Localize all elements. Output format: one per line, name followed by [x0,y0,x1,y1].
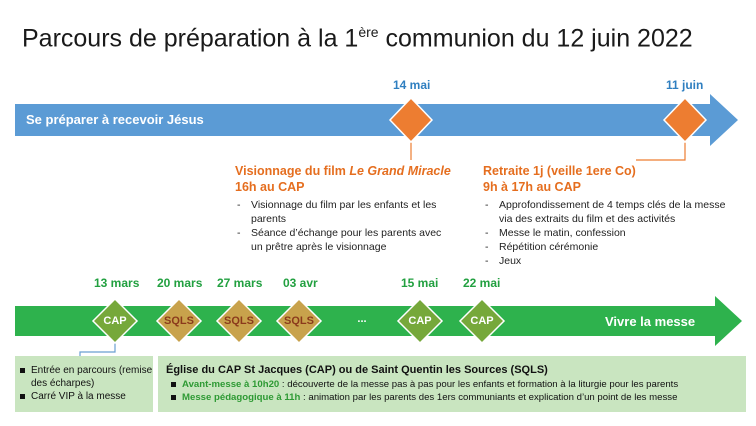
date-03-avr: 03 avr [283,276,318,290]
date-14-mai: 14 mai [393,78,431,92]
event-film-list [235,198,450,254]
list-item: Entrée en parcours (remise des écharpes) [15,364,153,390]
top-arrow-label: Se préparer à recevoir Jésus [26,112,204,127]
event-film-title: Visionnage du film Le Grand Miracle [235,164,451,178]
page-title: Parcours de préparation à la 1ère communion du 12 juin 2022 [22,24,693,53]
list-item: - Messe le matin, confession [483,226,738,240]
connector-line [636,138,685,160]
list-item: Avant-messe à 10h20 : découverte de la messe pas à pas pour les enfants et formation à la liturgie pour les parents [166,378,746,391]
list-item: Carré VIP à la messe [15,390,153,403]
list-item: - Jeux [483,254,738,268]
info-box-right-list [158,378,746,404]
info-box-left-list [15,364,153,403]
event-retraite-subtitle: 9h à 17h au CAP [483,180,581,194]
date-27-mars: 27 mars [217,276,263,290]
info-box-heading: Église du CAP St Jacques (CAP) ou de Saint Quentin les Sources (SQLS) [166,364,548,376]
info-box-right [158,356,746,412]
marker-sqls-label: SQLS [284,315,314,327]
ellipsis-label: ... [357,313,367,325]
date-20-mars: 20 mars [157,276,203,290]
list-item: - Approfondissement de 4 temps clés de la messe via des extraits du film et des activités [483,198,738,226]
marker-sqls-label: SQLS [224,315,254,327]
list-item: - Visionnage du film par les enfants et les parents [235,198,450,226]
event-film-subtitle: 16h au CAP [235,180,305,194]
list-item: Messe pédagogique à 11h : animation par les parents des 1ers communiants et explication d’un point de les messe [166,391,746,404]
info-box-left [15,356,153,412]
marker-cap-label: CAP [408,315,432,327]
event-retraite-list [483,198,738,268]
marker-cap-label: CAP [103,315,127,327]
date-13-mars: 13 mars [94,276,140,290]
event-retraite-title: Retraite 1j (veille 1ere Co) [483,164,636,178]
date-15-mai: 15 mai [401,276,439,290]
date-11-juin: 11 juin [666,78,704,92]
date-22-mai: 22 mai [463,276,501,290]
list-item: - Répétition cérémonie [483,240,738,254]
event-film [235,163,465,254]
marker-sqls-label: SQLS [164,315,194,327]
list-item: - Séance d’échange pour les parents avec un prêtre après le visionnage [235,226,450,254]
bottom-arrow-label: Vivre la messe [605,314,696,329]
marker-cap-label: CAP [470,315,494,327]
event-retraite [483,163,743,268]
